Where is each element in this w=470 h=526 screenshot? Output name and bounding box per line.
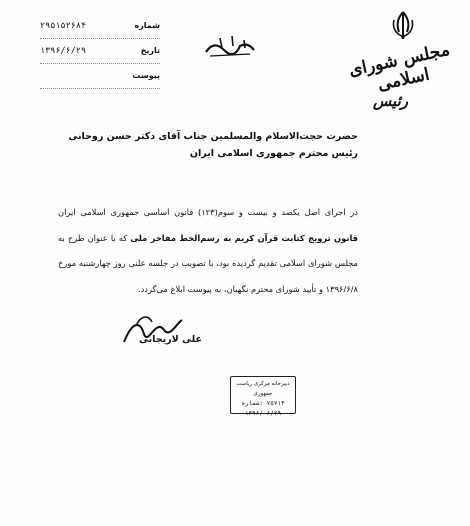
stamp-line-3: ۱۳۹۶/۰۶/۲۹ [244, 410, 282, 417]
body-part-1: در اجرای اصل یکصد و بیست و سوم(۱۲۳) قانون اساسی جمهوری اسلامی ایران [58, 207, 358, 217]
stamp-line-1: دبیرخانه مرکزی ریاست جمهوری [236, 381, 290, 397]
receipt-stamp [230, 376, 296, 417]
body-part-2: که با عنوان طرح به مجلس شورای اسلامی تقدیم گردیده بود، با تصویب در جلسه علنی روز چهارشنبه مورخ ۱۳۹۶/۶/۸ و تأیید شورای محترم نگهبان، به پیوست ابلاغ می‌گردد. [58, 232, 358, 294]
stamp-line-2: ۷۵۷۱۴ :شماره [241, 400, 285, 407]
date-row [40, 39, 160, 64]
organization-name: مجلس شورای اسلامی [347, 39, 452, 96]
iran-emblem-icon [390, 10, 416, 40]
number-value: ۲۹۵۱۵۲۶۸۴ [40, 21, 87, 31]
number-label: شماره [134, 21, 160, 30]
parliament-letterhead [336, 10, 456, 130]
office-title: رئیس [372, 92, 408, 110]
handwritten-signature [118, 312, 188, 352]
date-value: ۱۳۹۶/۶/۲۹ [40, 46, 87, 56]
addressee [58, 128, 358, 162]
addressee-line-1: حضرت حجت‌الاسلام والمسلمین جناب آقای دکتر حسن روحانی [68, 131, 358, 142]
law-title: قانون ترویج کتابت قرآن کریم به رسم‌الخط مفاخر ملی [130, 232, 358, 243]
attachment-label: پیوست [132, 71, 160, 80]
date-label: تاریخ [140, 46, 160, 55]
addressee-line-2: رئیس محترم جمهوری اسلامی ایران [189, 148, 358, 159]
attachment-row [40, 64, 160, 89]
letter-meta [40, 14, 160, 89]
signatory-name: علی لاریجانی [139, 334, 202, 345]
number-row [40, 14, 160, 39]
bismillah-calligraphy [200, 32, 260, 62]
letter-body [58, 200, 358, 302]
